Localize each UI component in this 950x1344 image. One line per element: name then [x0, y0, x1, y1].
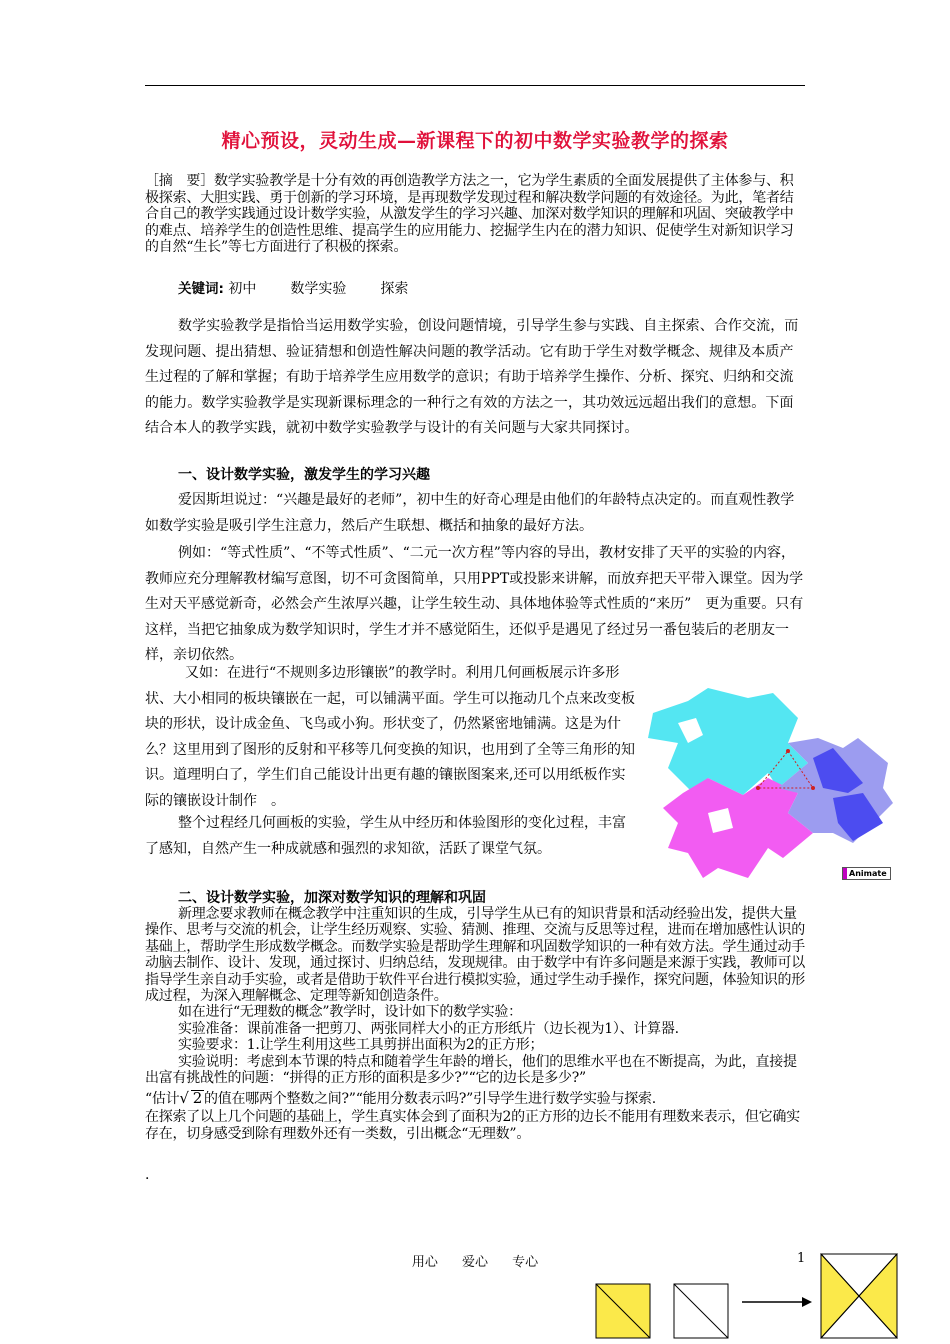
experiment-requirement: 实验要求：1.让学生利用这些工具剪拼出面积为2的正方形；	[178, 1037, 544, 1054]
keyword-3: 探索	[380, 281, 409, 297]
tile-magenta	[663, 778, 813, 878]
animate-button-label: Animate	[849, 869, 887, 878]
section1-heading: 一、设计数学实验，激发学生的学习兴趣	[178, 467, 430, 483]
footer-item-1: 用心	[411, 1255, 438, 1270]
section1-paragraph-3: 又如：在进行“不规则多边形镶嵌”的教学时。利用几何画板展示许多形状、大小相同的板块镶嵌在一起，可以铺满平面。学生可以拖动几个点来改变板块的形状，设计成金鱼、飞鸟或小狗。形状变了，仍然紧密地铺满。这是为什么？这里用到了图形的反射和平移等几何变换的知识，也用到了全等三角形的知识。道理明白了，学生们自己能设计出更有趣的镶嵌图案来,还可以用纸板作实际的镶嵌设计制作 。	[145, 665, 635, 809]
section2-body	[145, 906, 807, 1142]
tessellation-figure	[648, 683, 893, 883]
experiment-preparation: 实验准备：课前准备一把剪刀、两张同样大小的正方形纸片（边长视为1）、计算器.	[178, 1020, 679, 1037]
keywords	[178, 277, 408, 298]
section1-paragraph-2: 例如：“等式性质”、“不等式性质”、“二元一次方程”等内容的导出，教材安排了天平的实验的内容，教师应充分理解教材编写意图，切不可贪图简单，只用PPT或投影来讲解，而放弃把天平带入课堂。因为学生对天平感觉新奇，必然会产生浓厚兴趣，让学生较生动、具体地体验等式性质的“来历” 更为重要。只有这样，当把它抽象成为数学知识时，学生才并不感觉陌生，还似乎是遇见了经过另一番包装后的老朋友一样，亲切依然。	[145, 545, 804, 664]
page-number: 1	[797, 1251, 806, 1266]
sqrt-two: 2	[192, 1089, 203, 1108]
abstract	[145, 173, 807, 256]
section2-paragraph-2: 如在进行“无理数的概念”教学时，设计如下的数学实验：	[178, 1004, 522, 1021]
paper-square-white	[673, 1283, 729, 1339]
keyword-2: 数学实验	[290, 281, 347, 297]
abstract-text: 数学实验教学是十分有效的再创造教学方法之一，它为学生素质的全面发展提供了主体参与、积极探索、大胆实践、勇于创新的学习环境，是再现数学发现过程和解决数学问题的有效途径。为此，笔者结合自己的教学实践通过设计数学实验，从激发学生的学习兴趣、加深对数学知识的理解和巩固、突破教学中的难点、培养学生的创造性思维、提高学生的应用能力、挖掘学生内在的潜力知识、促使学生对新知识学习的自然“生长”等七方面进行了积极的探索。	[145, 173, 794, 255]
section1-paragraph-1: 爱因斯坦说过：“兴趣是最好的老师”，初中生的好奇心理是由他们的年龄特点决定的。而直观性教学如数学实验是吸引学生注意力，然后产生联想、概括和抽象的最好方法。	[145, 492, 795, 534]
paper-square-yellow	[595, 1283, 651, 1339]
stray-dot: ·	[145, 1171, 150, 1187]
article-title: 精心预设，灵动生成—新课程下的初中数学实验教学的探索	[221, 130, 729, 152]
keyword-1: 初中	[228, 281, 257, 297]
intro-paragraph: 数学实验教学是指恰当运用数学实验，创设问题情境，引导学生参与实践、自主探索、合作交流，而发现问题、提出猜想、验证猜想和创造性解决问题的教学活动。它有助于学生对数学概念、规律及本质产生过程的了解和掌握；有助于培养学生应用数学的意识；有助于培养学生操作、分析、探究、归纳和交流的能力。数学实验教学是实现新课标理念的一种行之有效的方法之一，其功效远远超出我们的意想。下面结合本人的教学实践，就初中数学实验教学与设计的有关问题与大家共同探讨。	[145, 318, 799, 437]
arrow-icon	[742, 1295, 812, 1309]
footer-item-2: 爱心	[461, 1255, 488, 1270]
footer-item-3: 专心	[512, 1255, 539, 1270]
animate-button[interactable]	[842, 867, 891, 880]
experiment-explanation: 实验说明：考虑到本节课的特点和随着学生年龄的增长，他们的思维水平也在不断提高，为此，直接提出富有挑战性的问题：“拼得的正方形的面积是多少?”“它的边长是多少?”	[145, 1053, 797, 1087]
header-rule	[145, 85, 805, 86]
estimate-question: “估计√ 2 的值在哪两个整数之间?”“能用分数表示吗?”引导学生进行数学实验与探索.	[145, 1089, 656, 1108]
section2-heading: 二、设计数学实验，加深对数学知识的理解和巩固	[178, 890, 486, 906]
section2-conclusion: 在探索了以上几个问题的基础上，学生真实体会到了面积为2的正方形的边长不能用有理数来表示，但它确实存在，切身感受到除有理数外还有一类数，引出概念“无理数”。	[145, 1109, 800, 1142]
footer	[0, 1251, 950, 1270]
keywords-label: 关键词:	[178, 281, 224, 297]
section1-paragraph-4: 整个过程经几何画板的实验，学生从中经历和体验图形的变化过程，丰富了感知，自然产生一种成就感和强烈的求知欲，活跃了课堂气氛。	[145, 815, 626, 857]
abstract-label: ［摘 要］	[145, 173, 214, 189]
section2-paragraph-1: 新理念要求教师在概念教学中注重知识的生成，引导学生从已有的知识背景和活动经验出发，提供大量操作、思考与交流的机会，让学生经历观察、实验、猜测、推理、交流与反思等过程，进而在增加感性认识的基础上，帮助学生形成数学概念。而数学实验是帮助学生理解和巩固数学知识的一种有效方法。学生通过动手动脑去制作、设计、发现，通过探讨、归纳总结，发现规律。由于数学中有许多问题是来源于实践，教师可以指导学生亲自动手实验，或者是借助于软件平台进行模拟实验，通过学生动手操作，探究问题，体验知识的形成过程，为深入理解概念、定理等新知创造条件。	[145, 906, 805, 1005]
tile-cyan	[648, 688, 808, 795]
combined-square	[820, 1253, 898, 1339]
